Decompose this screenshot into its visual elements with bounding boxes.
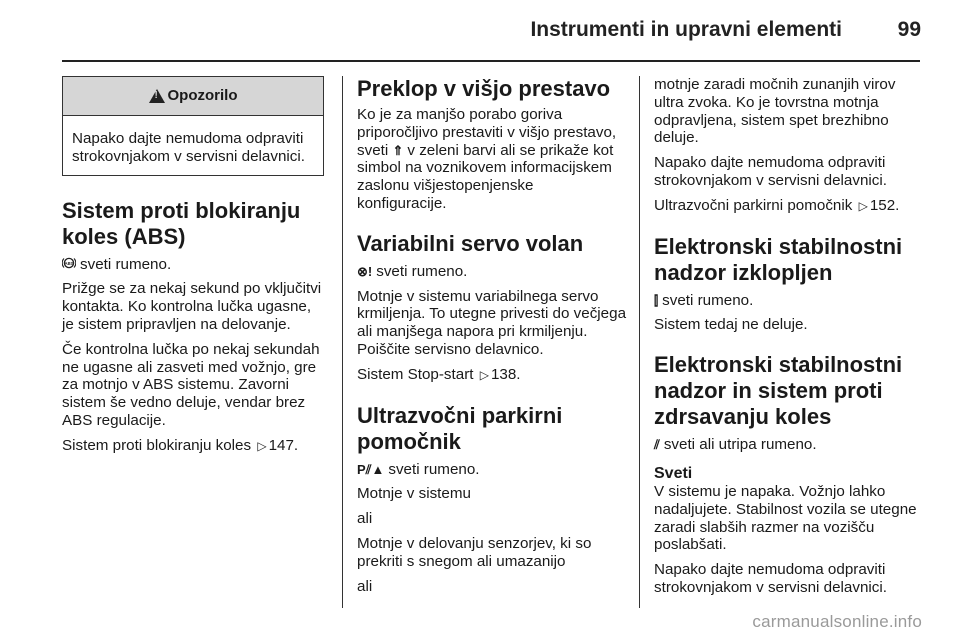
header-divider [62, 60, 920, 62]
esc-skid-icon: ⫽ [654, 437, 660, 453]
abs-paragraph-2: Če kontrolna lučka po nekaj sekundah ne ugasne ali zasveti med vožnjo, gre za motnjo v ABS sistemu. Zavorni sistem še vedno deluje, vendar brez ABS regulacije. [62, 340, 320, 429]
page-reference-arrow-icon: ▷ [479, 367, 489, 382]
parking-paragraph-5: motnje zaradi močnih zunanjih virov ultra zvoka. Ko je tovrstna motnja odpravljena, sistem spet brezhibno deluje. [654, 76, 896, 147]
servo-indicator-line [357, 263, 627, 281]
header-title: Instrumenti in upravni elementi [530, 18, 842, 41]
abs-reference [62, 437, 324, 456]
column-1 [62, 76, 324, 463]
upshift-arrow-icon: ⇑ [392, 142, 404, 158]
esc-tc-heading: Elektronski stabilnostni nadzor in sistem proti zdrsavanju koles [654, 352, 903, 430]
esc-off-indicator-line [654, 292, 924, 310]
column-divider [342, 76, 343, 608]
page-number: 99 [897, 18, 921, 41]
abs-reference-page: 147. [268, 436, 299, 454]
parking-reference [654, 197, 924, 216]
servo-reference-page: 138. [490, 365, 521, 383]
esc-tc-indicator-line [654, 436, 924, 454]
esc-tc-paragraph-2: Napako dajte nemudoma odpraviti strokovnjakom v servisni delavnici. [654, 561, 887, 596]
parking-reference-text: Ultrazvočni parkirni pomočnik [654, 196, 853, 214]
esc-off-heading: Elektronski stabilnostni nadzor izklopljen [654, 233, 903, 285]
page-reference-arrow-icon: ▷ [257, 438, 267, 453]
parking-heading: Ultrazvočni parkirni pomočnik [357, 402, 563, 454]
warning-triangle-icon [149, 89, 165, 103]
esc-tc-indicator-text: sveti ali utripa rumeno. [663, 436, 817, 454]
parking-indicator-text: sveti rumeno. [388, 460, 480, 478]
abs-indicator-text: sveti rumeno. [80, 255, 172, 273]
parking-paragraph-2: ali [357, 510, 373, 528]
upshift-text-a: Ko je za manjšo porabo goriva priporočljivo prestaviti v višjo prestavo, sveti [357, 106, 617, 159]
upshift-text-b: v zeleni barvi ali se prikaže kot simbol na voznikovem informacijskem zaslonu višjestopenjenske konfiguracije. [357, 141, 614, 212]
steering-wheel-warning-icon: ⊗! [357, 263, 373, 279]
abs-paragraph-1: Prižge se za nekaj sekund po vključitvi kontakta. Ko kontrolna lučka ugasne, je sistem pripravljen na delovanje. [62, 280, 322, 333]
parking-paragraph-4: ali [357, 577, 373, 595]
page-reference-arrow-icon: ▷ [858, 198, 868, 213]
abs-reference-text: Sistem proti blokiranju koles [62, 436, 252, 454]
abs-heading: Sistem proti blokiranju koles (ABS) [62, 197, 301, 249]
warning-header [63, 77, 323, 116]
watermark: carmanualsonline.info [752, 612, 922, 631]
esc-tc-subheading: Sveti [654, 464, 693, 482]
warning-title: Opozorilo [167, 87, 238, 105]
parking-paragraph-6: Napako dajte nemudoma odpraviti strokovnjakom v servisni delavnici. [654, 154, 887, 189]
parking-paragraph-3: Motnje v delovanju senzorjev, ki so prekriti s snegom ali umazanijo [357, 534, 592, 570]
esc-off-icon: ⫿ [654, 292, 659, 308]
parking-indicator-line [357, 461, 627, 479]
esc-off-indicator-text: sveti rumeno. [662, 291, 754, 309]
parking-paragraph-1: Motnje v sistemu [357, 485, 471, 503]
abs-indicator-line [62, 256, 324, 274]
column-divider [639, 76, 640, 608]
esc-off-paragraph: Sistem tedaj ne deluje. [654, 316, 808, 334]
warning-text: Napako dajte nemudoma odpraviti strokovnjakom v servisni delavnici. [72, 130, 305, 165]
servo-reference-text: Sistem Stop-start [357, 365, 474, 383]
upshift-heading: Preklop v višjo prestavo [357, 76, 611, 101]
column-2 [357, 76, 627, 602]
svg-text:ABS: ABS [64, 260, 74, 266]
esc-tc-paragraph-1: V sistemu je napaka. Vožnjo lahko nadaljujete. Stabilnost vozila se utegne zaradi slabših razmer na vozišču poslabšati. [654, 482, 917, 554]
upshift-paragraph [357, 106, 627, 213]
warning-box [62, 76, 324, 176]
column-3 [654, 76, 924, 604]
servo-indicator-text: sveti rumeno. [376, 262, 468, 280]
parking-reference-page: 152. [869, 196, 900, 214]
servo-paragraph: Motnje v sistemu variabilnega servo krmiljenja. To utegne privesti do večjega ali manjšega napora pri krmiljenju. Poiščite servisno delavnico. [357, 287, 627, 358]
servo-reference [357, 366, 627, 385]
parking-assist-icon: P⫽▲ [357, 461, 385, 477]
abs-warning-light-icon [62, 256, 76, 274]
servo-heading: Variabilni servo volan [357, 230, 584, 256]
